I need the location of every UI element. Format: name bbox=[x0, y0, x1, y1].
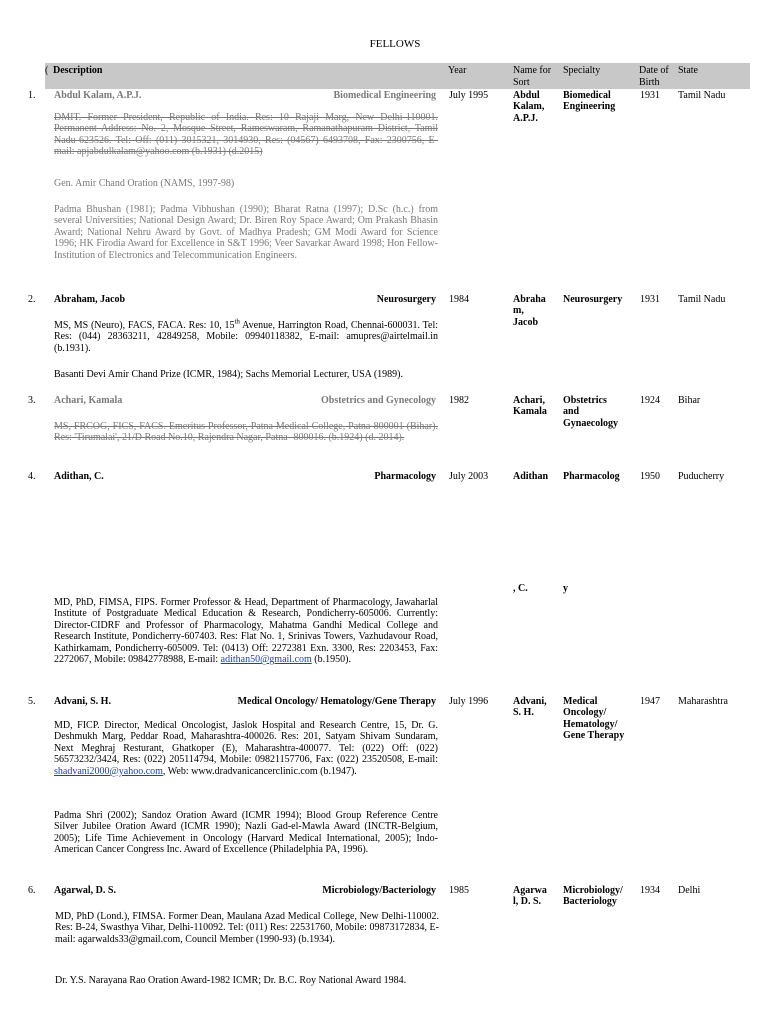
state: Delhi bbox=[678, 885, 701, 896]
date-of-birth: 1924 bbox=[640, 395, 660, 406]
fellow-specialty: Microbiology/Bacteriology bbox=[322, 885, 436, 896]
fellow-name: Abdul Kalam, A.P.J. bbox=[54, 90, 142, 101]
header-date-of-birth: Date of Birth bbox=[639, 65, 669, 88]
fellow-address: MD, FICP. Director, Medical Oncologist, Jaslok Hospital and Research Centre, 15, Dr. G. Deshmukh Marg, Peddar Road, Maharashtra-400026. Res: 201, Satyam Shivam Sundaram, Next Meghraj Resturant, Ghatkoper (E), Maharashtra-400077. Tel: (022) Off: (022) 56573232/3424, Res: (022) 205114794, Mobile: 09821157706, Fax: (022) 23520508, E-mail: shadvani2000@yahoo.com, Web: www.dradvanicancerclinic.com (b.1947). bbox=[54, 720, 438, 777]
sort-name: Abraha m, Jacob bbox=[513, 294, 546, 328]
sort-specialty: Neurosurgery bbox=[563, 294, 623, 305]
sort-specialty: Obstetrics and Gynaecology bbox=[563, 395, 618, 429]
fellow-awards: Basanti Devi Amir Chand Prize (ICMR, 1984); Sachs Memorial Lecturer, USA (1989). bbox=[54, 369, 403, 380]
fellow-address: MS, FRCOG, FICS, FACS. Emeritus Professor, Patna Medical College, Patna-800001 (Bihar). Res: 'Tirumalai', 21/D Road No.10, Rajendra Nagar, Patna- 800016. (b.1924) (d. 2014). bbox=[54, 421, 438, 444]
sort-specialty: Medical Oncology/ Hematology/ Gene Therapy bbox=[563, 696, 625, 742]
fellow-name: Adithan, C. bbox=[54, 471, 104, 482]
sort-specialty: Microbiology/ Bacteriology bbox=[563, 885, 623, 908]
sort-name: Agarwa l, D. S. bbox=[513, 885, 547, 908]
sort-name: Advani, S. H. bbox=[513, 696, 547, 719]
sort-specialty: Biomedical Engineering bbox=[563, 90, 616, 113]
date-of-birth: 1934 bbox=[640, 885, 660, 896]
date-of-birth: 1931 bbox=[640, 294, 660, 305]
fellow-awards: Padma Bhushan (1981); Padma Vibhushan (1990); Bharat Ratna (1997); D.Sc (h.c.) from several Universities; National Design Award; Dr. Biren Roy Space Award; Om Prakash Bhasin Award; National Nehru Award by Govt. of Madhya Pradesh; GM Modi Award for Science 1996; HK Firodia Award for Excellence in S&T 1996; Veer Savarkar Award 1998; Hon Fellow-Institution of Electronics and Telecommunication Engineers. bbox=[54, 204, 438, 261]
state: Maharashtra bbox=[678, 696, 728, 707]
fellow-year: 1984 bbox=[449, 294, 469, 305]
sort-name: Adithan bbox=[513, 471, 549, 482]
fellow-address: MD, PhD (Lond.), FIMSA. Former Dean, Maulana Azad Medical College, New Delhi-110002. Res: B-24, Swasthya Vihar, Delhi-110092. Tel: (011) Res: 22531760, Mobile: 09873172834, E-mail: agarwalds33@gmail.com, Council Member (1990-93) (b.1934). bbox=[55, 911, 439, 945]
header-description: Description bbox=[53, 65, 103, 76]
header-year: Year bbox=[448, 65, 467, 76]
fellow-specialty: Medical Oncology/ Hematology/Gene Therapy bbox=[237, 696, 436, 707]
fellow-year: July 1995 bbox=[449, 90, 489, 101]
sort-name-continuation: , C. bbox=[513, 583, 528, 594]
fellow-year: 1985 bbox=[449, 885, 469, 896]
header-name-for-sort: Name for Sort bbox=[513, 65, 552, 88]
fellow-year: July 2003 bbox=[449, 471, 489, 482]
fellow-name: Agarwal, D. S. bbox=[54, 885, 116, 896]
fellow-address: DMIT. Former President, Republic of India. Res: 10 Rajaji Marg, New Delhi-110001. Permanent Address: No. 2, Mosque Street, Rameswaram, Ramanathapuram District, Tamil Nadu-623526. Tel: Off: (011) 3015321, 3014930, Res: (04567) 6493708, Fax: 2300756, E-mail: apjabdulkalam@yahoo.com (b.1931) (d.2015) bbox=[54, 112, 438, 158]
email-link[interactable]: shadvani2000@yahoo.com bbox=[54, 765, 163, 777]
sort-name: Abdul Kalam, A.P.J. bbox=[513, 90, 545, 124]
state: Bihar bbox=[678, 395, 701, 406]
fellow-name: Advani, S. H. bbox=[54, 696, 111, 707]
sort-name: Achari, Kamala bbox=[513, 395, 547, 418]
entry-number: 5. bbox=[28, 696, 36, 707]
header-state: State bbox=[678, 65, 698, 76]
entry-number: 6. bbox=[28, 885, 36, 896]
state: Tamil Nadu bbox=[678, 90, 726, 101]
fellow-awards: Padma Shri (2002); Sandoz Oration Award (ICMR 1994); Blood Group Reference Centre Silver Jubilee Oration Award (ICMR 1990); Nazli Gad-el-Mawla Award (INCTR-Belgium, 2005); Life Time Achievement in Oncology (Harvard Medical International, 2005); Indo-American Cancer Congress Inc. Award of Excellence (Philadelphia PA, 1996). bbox=[54, 810, 438, 856]
header-open-paren: ( bbox=[45, 65, 49, 76]
fellow-specialty: Pharmacology bbox=[374, 471, 436, 482]
entry-number: 2. bbox=[28, 294, 36, 305]
fellow-specialty: Neurosurgery bbox=[376, 294, 436, 305]
fellow-address: MS, MS (Neuro), FACS, FACA. Res: 10, 15th Avenue, Harrington Road, Chennai-600031. Tel: Res: (044) 28363211, 42849258, Mobile: 09940118382, E-mail: amupres@airtelmail.in (b.1931). bbox=[54, 317, 438, 354]
entry-number: 4. bbox=[28, 471, 36, 482]
entry-number: 1. bbox=[28, 90, 36, 101]
table-header bbox=[45, 63, 750, 89]
fellow-specialty: Obstetrics and Gynecology bbox=[321, 395, 436, 406]
date-of-birth: 1950 bbox=[640, 471, 660, 482]
fellow-year: 1982 bbox=[449, 395, 469, 406]
date-of-birth: 1947 bbox=[640, 696, 660, 707]
fellow-specialty: Biomedical Engineering bbox=[333, 90, 436, 101]
page-title: FELLOWS bbox=[369, 38, 421, 50]
date-of-birth: 1931 bbox=[640, 90, 660, 101]
entry-number: 3. bbox=[28, 395, 36, 406]
state: Tamil Nadu bbox=[678, 294, 726, 305]
fellow-awards: Dr. Y.S. Narayana Rao Oration Award-1982 ICMR; Dr. B.C. Roy National Award 1984. bbox=[55, 975, 407, 986]
state: Puducherry bbox=[678, 471, 725, 482]
header-specialty: Specialty bbox=[563, 65, 601, 76]
fellow-address: MD, PhD, FIMSA, FIPS. Former Professor & Head, Department of Pharmacology, Jawaharlal Institute of Postgraduate Medical Education & Research, Pondicherry-605006. Currently: Director-CIDRF and Professor of Pharmacology, Mahatma Gandhi Medical College and Research Institute, Pondicherry-607403. Res: Flat No. 1, Srinivas Towers, Vazhudavour Road, Kathirkamam, Pondicherry-605009. Tel: (0413) Off: 2272381 Exn. 3300, Res: 2203453, Fax: 2272067, Mobile: 09842778988, E-mail: adithan50@gmail.com (b.1950). bbox=[54, 597, 438, 666]
sort-specialty: Pharmacolog bbox=[563, 471, 620, 482]
fellow-oration: Gen. Amir Chand Oration (NAMS, 1997-98) bbox=[54, 178, 235, 189]
fellow-name: Abraham, Jacob bbox=[54, 294, 126, 305]
sort-specialty-continuation: y bbox=[563, 583, 568, 594]
email-link[interactable]: adithan50@gmail.com bbox=[220, 654, 312, 666]
fellow-year: July 1996 bbox=[449, 696, 489, 707]
fellow-name: Achari, Kamala bbox=[54, 395, 123, 406]
